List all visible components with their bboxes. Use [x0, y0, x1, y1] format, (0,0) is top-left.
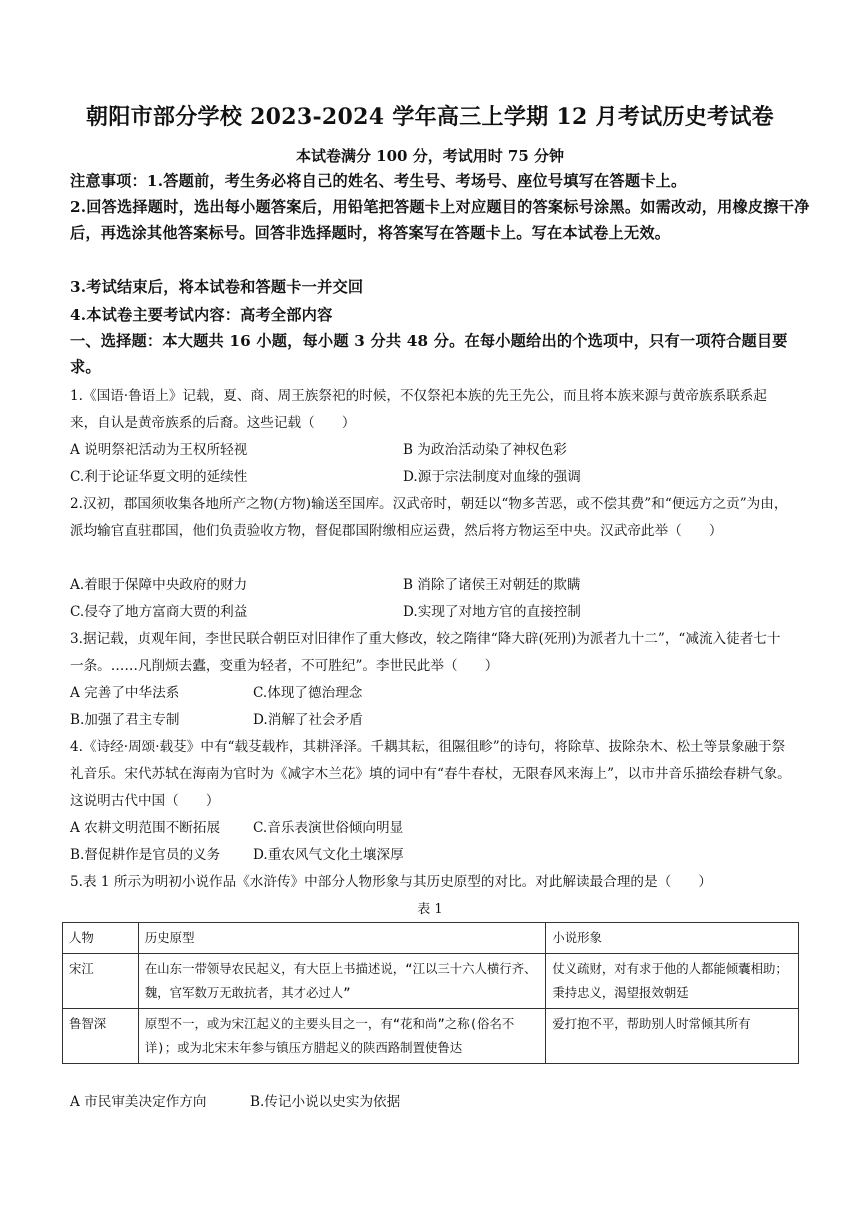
- question-4-option-b: B.督促耕作是官员的义务: [70, 847, 221, 863]
- question-1-stem: 1.《国语·鲁语上》记载，夏、商、周王族祭祀的时候，不仅祭祀本族的先王先公，而且将本族来源与黄帝族系联系起来，自认是黄帝族系的后裔。这些记载（ ）: [70, 388, 767, 431]
- question-5-stem: 5.表 1 所示为明初小说作品《水浒传》中部分人物形象与其历史原型的对比。对此解读最合理的是（ ）: [70, 874, 712, 890]
- question-2-options-row-1: [70, 572, 800, 599]
- question-1-options-row-1: [70, 437, 800, 464]
- table-cell: 爱打抱不平，帮助别人时常倾其所有: [546, 1009, 799, 1064]
- table-cell: 原型不一，或为宋江起义的主要头目之一，有“花和尚”之称(俗名不详)；或为北宋末年参与镇压方腊起义的陕西路制置使鲁达: [138, 1009, 545, 1064]
- note-3: 3.考试结束后，将本试卷和答题卡一并交回: [70, 278, 364, 296]
- question-2-option-c: C.侵夺了地方富商大贾的利益: [70, 604, 248, 620]
- question-4-stem: 4.《诗经·周颂·载芟》中有“载芟载柞，其耕泽泽。千耦其耘，徂隰徂畛”的诗句，将除草、拔除杂木、松土等景象融于祭礼音乐。宋代苏轼在海南为官时为《减字木兰花》填的词中有“春牛春杖，无限春风来海上”，以市井音乐描绘春耕气象。这说明古代中国（ ）: [70, 739, 791, 809]
- note-2: 2.回答选择题时，选出每小题答案后，用铅笔把答题卡上对应题目的答案标号涂黑。如需改动，用橡皮擦干净后，再选涂其他答案标号。回答非选择题时，将答案写在答题卡上。写在本试卷上无效。: [70, 198, 810, 242]
- question-3-options-row-1: [70, 680, 800, 707]
- question-3-option-a: A 完善了中华法系: [70, 685, 180, 701]
- question-2-options-row-2: [70, 599, 800, 626]
- question-4-options-row-2: [70, 842, 800, 869]
- page-title: 朝阳市部分学校 2023-2024 学年高三上学期 12 月考试历史考试卷: [86, 104, 774, 130]
- note-1: 注意事项：1.答题前，考生务必将自己的姓名、考生号、考场号、座位号填写在答题卡上。: [70, 172, 687, 190]
- question-2-option-b: B 消除了诸侯王对朝廷的欺瞒: [403, 577, 581, 593]
- question-5-option-a: A 市民审美决定作方向: [70, 1094, 207, 1110]
- question-5-options-row-1: [70, 1089, 800, 1116]
- question-1-options-row-2: [70, 464, 800, 491]
- note-4: 4.本试卷主要考试内容：高考全部内容: [70, 306, 333, 324]
- question-1-option-d: D.源于宗法制度对血缘的强调: [403, 469, 581, 485]
- table-cell: 在山东一带领导农民起义，有大臣上书描述说，“江以三十六人横行齐、魏，官军数万无敢抗者，其才必过人”: [138, 954, 545, 1009]
- table-header-cell: 历史原型: [138, 923, 545, 954]
- table-caption: 表 1: [417, 902, 443, 917]
- table-header-cell: 人物: [63, 923, 139, 954]
- page-subtitle: 本试卷满分 100 分，考试用时 75 分钟: [295, 147, 565, 165]
- question-3-option-d: D.消解了社会矛盾: [253, 712, 363, 728]
- question-4-option-c: C.音乐表演世俗倾向明显: [253, 820, 404, 836]
- table-cell: 仗义疏财，对有求于他的人都能倾囊相助；秉持忠义，渴望报效朝廷: [546, 954, 799, 1009]
- question-2-option-d: D.实现了对地方官的直接控制: [403, 604, 581, 620]
- question-1-option-a: A 说明祭祀活动为王权所轻视: [70, 442, 248, 458]
- question-2-stem: 2.汉初，郡国须收集各地所产之物(方物)输送至国库。汉武帝时，朝廷以“物多苦恶，或不偿其费”和“便远方之贡”为由，派均输官直驻郡国，他们负责验收方物，督促郡国附缴相应运费，然后将方物运至中央。汉武帝此举（ ）: [70, 496, 788, 539]
- table-row: [63, 1009, 799, 1064]
- table-cell: 宋江: [63, 954, 139, 1009]
- table-row: [63, 954, 799, 1009]
- question-4-option-d: D.重农风气文化土壤深厚: [253, 847, 404, 863]
- question-5-option-b: B.传记小说以史实为依据: [250, 1094, 401, 1110]
- table-header-row: [63, 923, 799, 954]
- comparison-table: [62, 922, 799, 1064]
- question-1-option-c: C.利于论证华夏文明的延续性: [70, 469, 248, 485]
- question-4-option-a: A 农耕文明范围不断拓展: [70, 820, 221, 836]
- question-2-option-a: A.着眼于保障中央政府的财力: [70, 577, 248, 593]
- question-3-options-row-2: [70, 707, 800, 734]
- question-4-options-row-1: [70, 815, 800, 842]
- table-header-cell: 小说形象: [546, 923, 799, 954]
- question-3-option-c: C.体现了德治理念: [253, 685, 363, 701]
- question-1-option-b: B 为政治活动染了神权色彩: [403, 442, 567, 458]
- section-heading: 一、选择题：本大题共 16 小题，每小题 3 分共 48 分。在每小题给出的个选项中，只有一项符合题目要求。: [70, 332, 788, 376]
- question-3-stem: 3.据记载，贞观年间，李世民联合朝臣对旧律作了重大修改，较之隋律“降大辟(死刑)为派者九十二”，“减流入徒者七十一条。……凡削烦去蠹，变重为轻者，不可胜纪”。李世民此举（ ）: [70, 631, 781, 674]
- table-cell: 鲁智深: [63, 1009, 139, 1064]
- question-3-option-b: B.加强了君主专制: [70, 712, 180, 728]
